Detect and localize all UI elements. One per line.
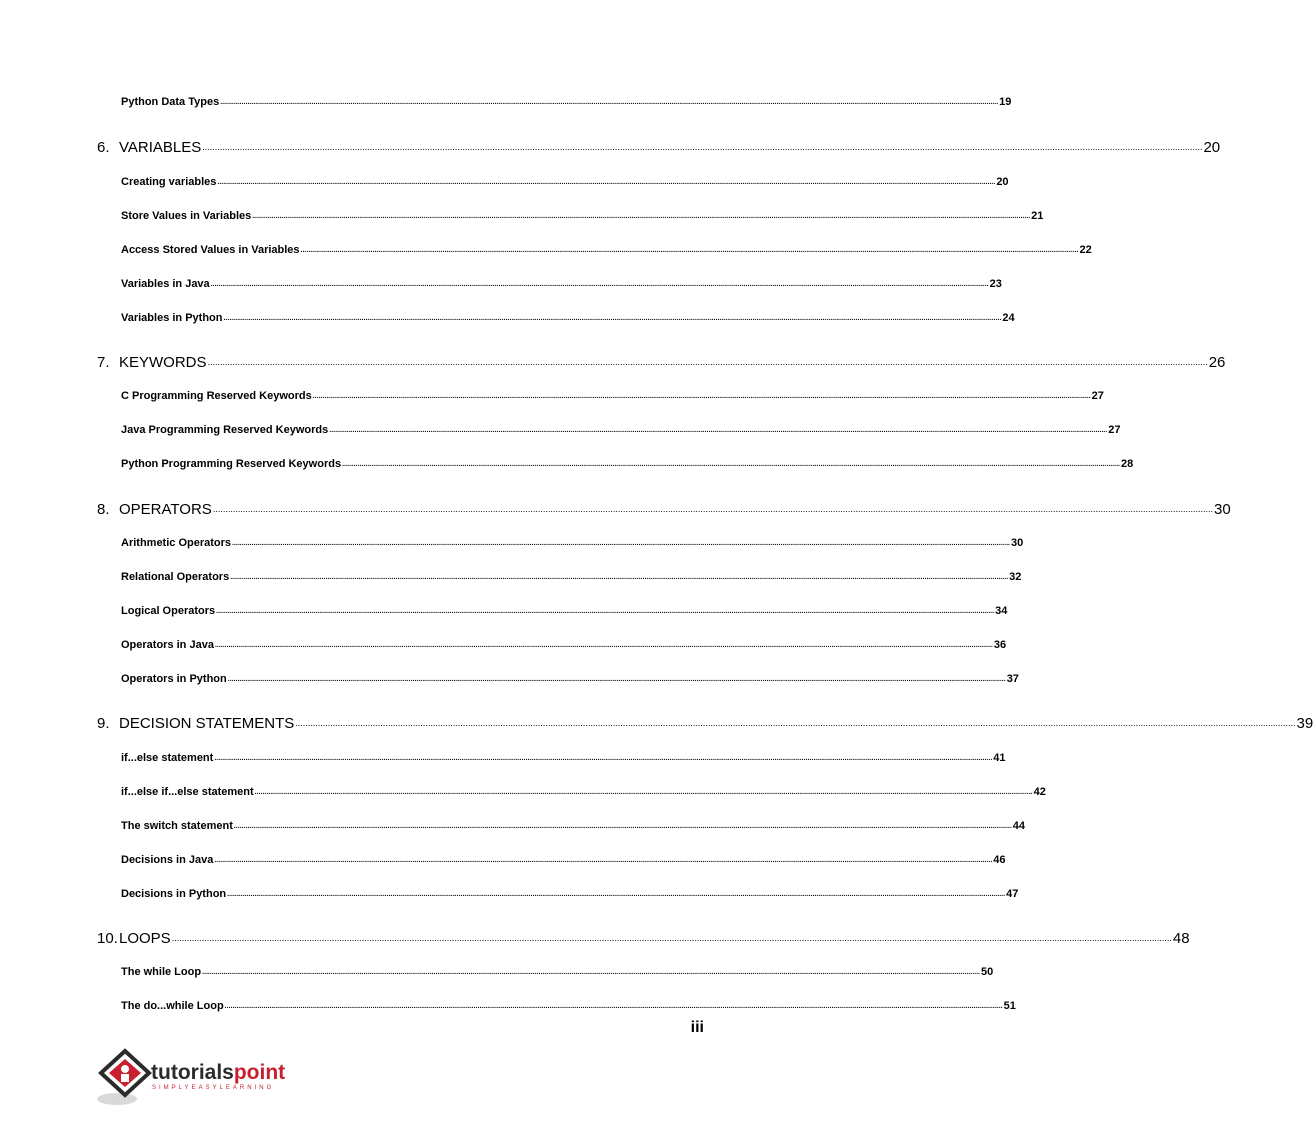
toc-page-number: 39 — [1296, 715, 1313, 732]
toc-page-number: 51 — [1003, 1000, 1016, 1012]
toc-section-entry[interactable] — [121, 820, 1026, 832]
toc-section-entry[interactable] — [121, 888, 1019, 900]
dot-leader: ................................................................................................................................................................................................................................................................................................................................................................................................................ — [224, 1003, 1003, 1010]
toc-page-number: 46 — [993, 854, 1006, 866]
toc-chapter-number: 7. — [97, 354, 110, 371]
toc-page-number: 37 — [1006, 673, 1019, 685]
dot-leader: ................................................................................................................................................................................................................................................................................................................................................................................................................ — [312, 393, 1091, 400]
toc-entry-title: Logical Operators — [121, 605, 216, 617]
dot-leader: ................................................................................................................................................................................................................................................................................................................................................................................................................ — [227, 891, 1006, 898]
toc-entry-title: Creating variables — [121, 176, 217, 188]
toc-entry-title: Operators in Java — [121, 639, 214, 651]
toc-page-number: 32 — [1009, 571, 1022, 583]
toc-section-entry[interactable] — [121, 854, 1006, 866]
toc-section-entry[interactable] — [121, 458, 1134, 470]
toc-section-entry[interactable] — [121, 390, 1104, 402]
toc-page-number: 36 — [993, 639, 1007, 651]
toc-entry-title: Variables in Java — [121, 278, 210, 290]
toc-page-number: 30 — [1010, 537, 1024, 549]
toc-page-number: 47 — [1006, 888, 1019, 900]
dot-leader: ................................................................................................................................................................................................................................................................................................................................................................................................................ — [329, 427, 1108, 434]
logo-wordmark: tutorialspoint — [151, 1061, 286, 1084]
toc-chapter-number: 9. — [97, 715, 110, 732]
toc-entry-title: Operators in Python — [121, 673, 227, 685]
dot-leader: ................................................................................................................................................................................................................................................................................................................................................................................................................ — [295, 718, 1296, 728]
toc-entry-title: Arithmetic Operators — [121, 537, 232, 549]
dot-leader: ................................................................................................................................................................................................................................................................................................................................................................................................................ — [214, 857, 993, 864]
toc-section-entry[interactable] — [121, 786, 1046, 798]
toc-page-number: 30 — [1214, 501, 1231, 518]
toc-section-entry[interactable] — [121, 244, 1092, 256]
toc-section-entry[interactable] — [121, 571, 1022, 583]
dot-leader: ................................................................................................................................................................................................................................................................................................................................................................................................................ — [212, 504, 1214, 514]
toc-entry-title: The do...while Loop — [121, 1000, 224, 1012]
dot-leader: ................................................................................................................................................................................................................................................................................................................................................................................................................ — [233, 823, 1012, 830]
dot-leader: ................................................................................................................................................................................................................................................................................................................................................................................................................ — [254, 789, 1033, 796]
toc-entry-title: Relational Operators — [121, 571, 230, 583]
toc-entry-title: DECISION STATEMENTS — [119, 715, 295, 732]
toc-entry-title: Java Programming Reserved Keywords — [121, 424, 329, 436]
dot-leader: ................................................................................................................................................................................................................................................................................................................................................................................................................ — [230, 574, 1009, 581]
toc-section-entry[interactable] — [121, 605, 1008, 617]
toc-section-entry[interactable] — [121, 752, 1006, 764]
dot-leader: ................................................................................................................................................................................................................................................................................................................................................................................................................ — [217, 179, 996, 186]
dot-leader: ................................................................................................................................................................................................................................................................................................................................................................................................................ — [214, 755, 993, 762]
toc-page-number: 20 — [996, 176, 1009, 188]
toc-section-entry[interactable] — [121, 639, 1007, 651]
dot-leader: ................................................................................................................................................................................................................................................................................................................................................................................................................ — [300, 247, 1079, 254]
toc-page-number: 23 — [989, 278, 1002, 290]
toc-page-number: 44 — [1012, 820, 1026, 832]
toc-page-number: 22 — [1079, 244, 1092, 256]
toc-section-entry[interactable] — [121, 1000, 1016, 1012]
toc-section-entry[interactable] — [121, 210, 1044, 222]
toc-entry-title: The switch statement — [121, 820, 233, 832]
toc-page-number: 42 — [1033, 786, 1046, 798]
toc-section-entry[interactable] — [121, 424, 1121, 436]
dot-leader: ................................................................................................................................................................................................................................................................................................................................................................................................................ — [214, 642, 993, 649]
toc-entry-title: VARIABLES — [119, 139, 202, 156]
toc-entry-title: The while Loop — [121, 966, 202, 978]
toc-chapter-entry[interactable] — [97, 930, 1190, 947]
toc-chapter-number: 8. — [97, 501, 110, 518]
toc-chapter-number: 6. — [97, 139, 110, 156]
toc-page-number: 41 — [993, 752, 1006, 764]
logo-tagline: SIMPLYEASYLEARNING — [152, 1085, 275, 1091]
toc-page-number: 27 — [1091, 390, 1104, 402]
toc-section-entry[interactable] — [121, 537, 1024, 549]
toc-entry-title: Variables in Python — [121, 312, 223, 324]
toc-chapter-entry[interactable] — [97, 139, 1221, 156]
page-number: iii — [690, 1019, 704, 1036]
toc-page-number: 28 — [1121, 458, 1134, 470]
dot-leader: ................................................................................................................................................................................................................................................................................................................................................................................................................ — [171, 933, 1172, 943]
toc-chapter-entry[interactable] — [97, 501, 1231, 518]
toc-page-number: 19 — [999, 96, 1012, 108]
dot-leader: ................................................................................................................................................................................................................................................................................................................................................................................................................ — [342, 461, 1120, 468]
toc-entry-title: KEYWORDS — [119, 354, 207, 371]
dot-leader: ................................................................................................................................................................................................................................................................................................................................................................................................................ — [202, 969, 980, 976]
dot-leader: ................................................................................................................................................................................................................................................................................................................................................................................................................ — [232, 540, 1010, 547]
toc-entry-title: if...else statement — [121, 752, 214, 764]
toc-page-number: 26 — [1208, 354, 1226, 371]
toc-entry-title: Decisions in Python — [121, 888, 227, 900]
dot-leader: ................................................................................................................................................................................................................................................................................................................................................................................................................ — [216, 608, 995, 615]
dot-leader: ................................................................................................................................................................................................................................................................................................................................................................................................................ — [202, 142, 1203, 152]
toc-section-entry[interactable] — [121, 673, 1019, 685]
dot-leader: ................................................................................................................................................................................................................................................................................................................................................................................................................ — [220, 99, 999, 106]
toc-section-entry[interactable] — [121, 278, 1002, 290]
dot-leader: ................................................................................................................................................................................................................................................................................................................................................................................................................ — [207, 357, 1208, 367]
dot-leader: ................................................................................................................................................................................................................................................................................................................................................................................................................ — [227, 676, 1006, 683]
logo-emblem — [101, 1051, 149, 1095]
dot-leader: ................................................................................................................................................................................................................................................................................................................................................................................................................ — [252, 213, 1031, 220]
toc-page-number: 27 — [1108, 424, 1121, 436]
toc-page-number: 48 — [1172, 930, 1190, 947]
toc-entry-title: if...else if...else statement — [121, 786, 254, 798]
toc-entry-title: C Programming Reserved Keywords — [121, 390, 312, 402]
toc-entry-title: OPERATORS — [119, 501, 212, 518]
toc-page-number: 50 — [981, 966, 994, 978]
toc-page-number: 20 — [1203, 139, 1221, 156]
toc-entry-title: Access Stored Values in Variables — [121, 244, 300, 256]
toc-entry-title: Python Programming Reserved Keywords — [121, 458, 342, 470]
toc-section-entry[interactable] — [121, 966, 994, 978]
toc-section-entry[interactable] — [121, 96, 1012, 108]
toc-entry-title: Python Data Types — [121, 96, 220, 108]
toc-page-number: 24 — [1002, 312, 1015, 324]
tutorialspoint-logo — [95, 1047, 295, 1109]
toc-entry-title: Decisions in Java — [121, 854, 214, 866]
dot-leader: ................................................................................................................................................................................................................................................................................................................................................................................................................ — [210, 281, 989, 288]
toc-section-entry[interactable] — [121, 176, 1009, 188]
toc-chapter-entry[interactable] — [97, 715, 1313, 732]
toc-page-number: 34 — [995, 605, 1008, 617]
dot-leader: ................................................................................................................................................................................................................................................................................................................................................................................................................ — [223, 315, 1002, 322]
toc-entry-title: Store Values in Variables — [121, 210, 252, 222]
toc-page-number: 21 — [1031, 210, 1044, 222]
toc-chapter-number: 10. — [97, 930, 118, 947]
toc-entry-title: LOOPS — [119, 930, 171, 947]
logo-shadow — [97, 1093, 137, 1105]
toc-section-entry[interactable] — [121, 312, 1015, 324]
toc-chapter-entry[interactable] — [97, 354, 1226, 371]
